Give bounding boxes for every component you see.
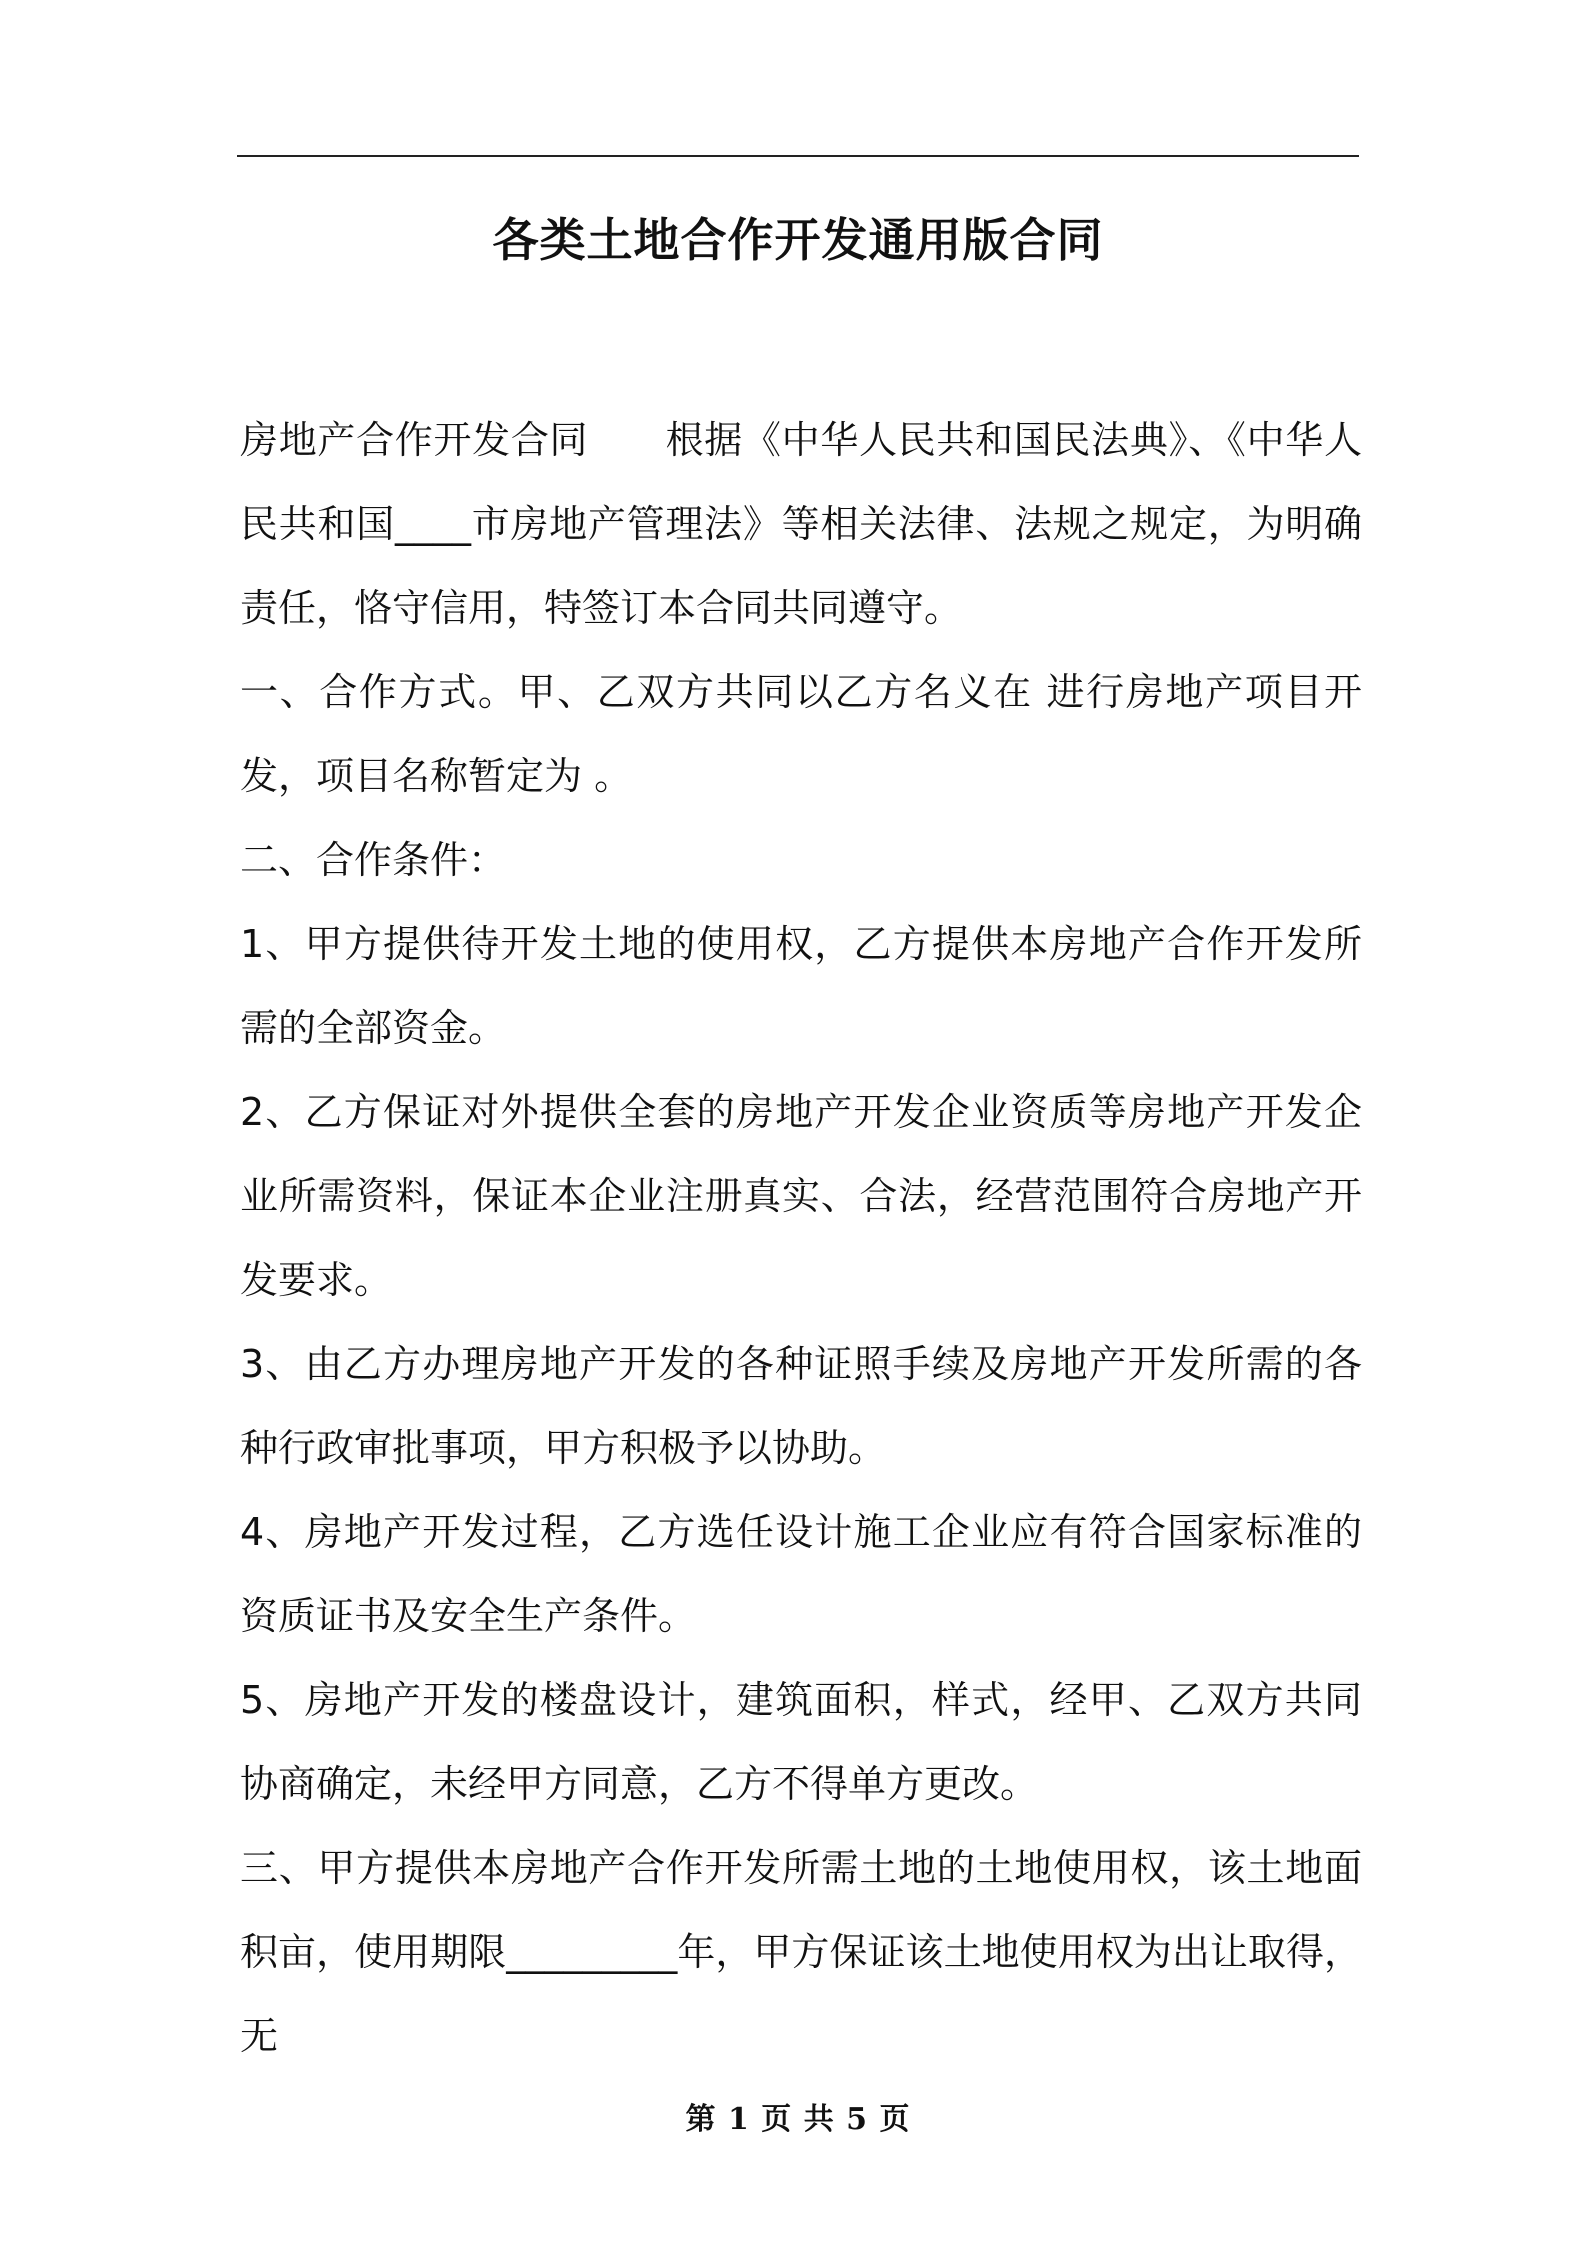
paragraph-section-2-heading: 二、合作条件： bbox=[240, 838, 507, 882]
paragraph-clause-5: 5、房地产开发的楼盘设计，建筑面积，样式，经甲、乙双方共同协商确定，未经甲方同意，乙方不得单方更改。 bbox=[240, 1678, 1362, 1806]
page-number: 第 1 页 共 5 页 bbox=[685, 2102, 911, 2137]
paragraph-section-3: 三、甲方提供本房地产合作开发所需土地的土地使用权，该土地面积亩，使用期限_________年，甲方保证该土地使用权为出让取得，无 bbox=[240, 1846, 1362, 2058]
header-rule bbox=[237, 155, 1359, 157]
paragraph-clause-1: 1、甲方提供待开发土地的使用权，乙方提供本房地产合作开发所需的全部资金。 bbox=[240, 922, 1362, 1050]
paragraph-preamble: 房地产合作开发合同 根据《中华人民共和国民法典》、《中华人民共和国____市房地产管理法》等相关法律、法规之规定，为明确责任，恪守信用，特签订本合同共同遵守。 bbox=[240, 418, 1362, 630]
document-body bbox=[240, 398, 1362, 2078]
paragraph-section-1: 一、合作方式。甲、乙双方共同以乙方名义在 进行房地产项目开发，项目名称暂定为 。 bbox=[240, 670, 1362, 798]
paragraph-clause-4: 4、房地产开发过程，乙方选任设计施工企业应有符合国家标准的资质证书及安全生产条件。 bbox=[240, 1510, 1362, 1638]
paragraph-clause-3: 3、由乙方办理房地产开发的各种证照手续及房地产开发所需的各种行政审批事项，甲方积极予以协助。 bbox=[240, 1342, 1362, 1470]
document-title: 各类土地合作开发通用版合同 bbox=[492, 213, 1104, 267]
paragraph-clause-2: 2、乙方保证对外提供全套的房地产开发企业资质等房地产开发企业所需资料，保证本企业注册真实、合法，经营范围符合房地产开发要求。 bbox=[240, 1090, 1362, 1302]
